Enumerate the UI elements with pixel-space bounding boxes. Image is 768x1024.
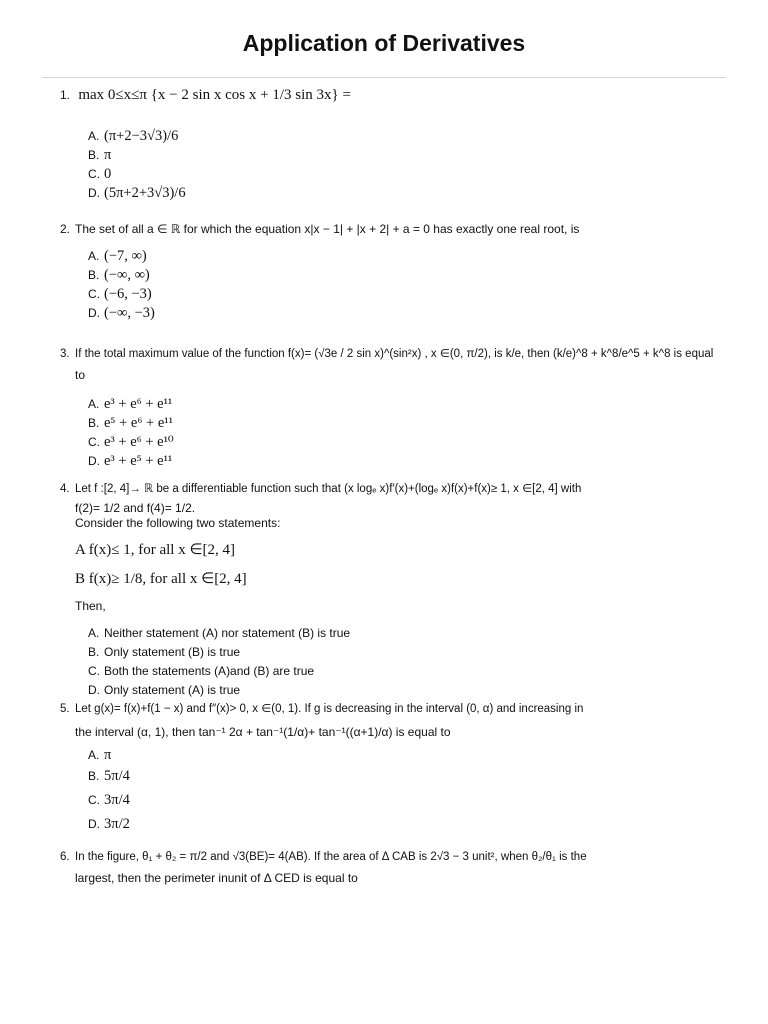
question-stem: max 0≤x≤π {x − 2 sin x cos x + 1/3 sin 3x} =: [78, 87, 351, 103]
question-stem: If the total maximum value of the function f(x)= (√3e / 2 sin x)^(sin²x) , x ∈(0, π/2), is k/e, then (k/e)^8 + k^8/e^5 + k^8 is equal: [75, 348, 714, 360]
option-a[interactable]: A. π: [88, 747, 112, 763]
option-c[interactable]: C. 3π/4: [88, 792, 130, 808]
option-d[interactable]: D. 3π/2: [88, 816, 130, 832]
option-a[interactable]: A. e³ + e⁶ + e¹¹: [88, 396, 173, 412]
question-4: [60, 480, 722, 533]
question-stem: Let g(x)= f(x)+f(1 − x) and f″(x)> 0, x ∈(0, 1). If g is decreasing in the interval (0, α) and increasing in: [75, 703, 584, 715]
question-stem: The set of all a ∈ ℝ for which the equation x|x − 1| + |x + 2| + a = 0 has exactly one real root, is: [75, 222, 580, 236]
question-number: 2.: [60, 222, 71, 236]
option-a[interactable]: A. Neither statement (A) nor statement (B) is true: [88, 626, 351, 640]
question-number: 5.: [60, 703, 70, 715]
question-number: 1.: [60, 88, 71, 102]
question-1: [60, 86, 722, 105]
option-d[interactable]: D. (5π+2+3√3)/6: [88, 185, 186, 201]
option-c[interactable]: C. Both the statements (A)and (B) are true: [88, 664, 315, 678]
option-b[interactable]: B. 5π/4: [88, 768, 130, 784]
question-stem: Let f :[2, 4]→ ℝ be a differentiable function such that (x logₑ x)f′(x)+(logₑ x)f(x)+f(x)≥ 1, x ∈[2, 4] with: [75, 483, 582, 495]
question-stem: In the figure, θ₁ + θ₂ = π/2 and √3(BE)= 4(AB). If the area of Δ CAB is 2√3 − 3 unit², when θ₂/θ₁ is the: [75, 851, 587, 863]
question-3: [60, 345, 722, 385]
question-stem-cont: the interval (α, 1), then tan⁻¹ 2α + tan⁻¹(1/α)+ tan⁻¹((α+1)/α) is equal to: [75, 725, 451, 739]
option-a[interactable]: A. (−7, ∞): [88, 248, 147, 264]
question-stem-cont: largest, then the perimeter inunit of Δ CED is equal to: [75, 871, 358, 885]
question-stem-cont: Consider the following two statements:: [75, 516, 281, 530]
options-3: [88, 395, 174, 471]
then-text: Then,: [75, 599, 106, 613]
option-c[interactable]: C. e³ + e⁶ + e¹⁰: [88, 434, 174, 450]
page-title: Application of Derivatives: [242, 30, 526, 56]
question-6: [60, 848, 722, 888]
options-5: [88, 746, 130, 839]
option-d[interactable]: D. (−∞, −3): [88, 305, 155, 321]
options-2: [88, 247, 155, 323]
option-c[interactable]: C. 0: [88, 166, 112, 182]
option-b[interactable]: B. Only statement (B) is true: [88, 645, 241, 659]
title-divider: [42, 77, 726, 78]
question-number: 6.: [60, 851, 70, 863]
statement-b: B f(x)≥ 1/8, for all x ∈[2, 4]: [75, 571, 247, 587]
options-1: [88, 127, 186, 203]
question-number: 3.: [60, 348, 70, 360]
option-a[interactable]: A. (π+2−3√3)/6: [88, 128, 179, 144]
option-c[interactable]: C. (−6, −3): [88, 286, 152, 302]
option-b[interactable]: B. e⁵ + e⁶ + e¹¹: [88, 415, 173, 431]
question-stem-cont: f(2)= 1/2 and f(4)= 1/2.: [75, 501, 196, 515]
statement-a: A f(x)≤ 1, for all x ∈[2, 4]: [75, 542, 236, 558]
question-2: [60, 220, 722, 239]
option-b[interactable]: B. π: [88, 147, 112, 163]
option-d[interactable]: D. e³ + e⁵ + e¹¹: [88, 453, 173, 469]
question-number: 4.: [60, 483, 70, 495]
options-4: [88, 624, 350, 700]
option-d[interactable]: D. Only statement (A) is true: [88, 683, 241, 697]
question-stem-cont: to: [75, 368, 86, 382]
question-5: [60, 700, 722, 742]
option-b[interactable]: B. (−∞, ∞): [88, 267, 150, 283]
